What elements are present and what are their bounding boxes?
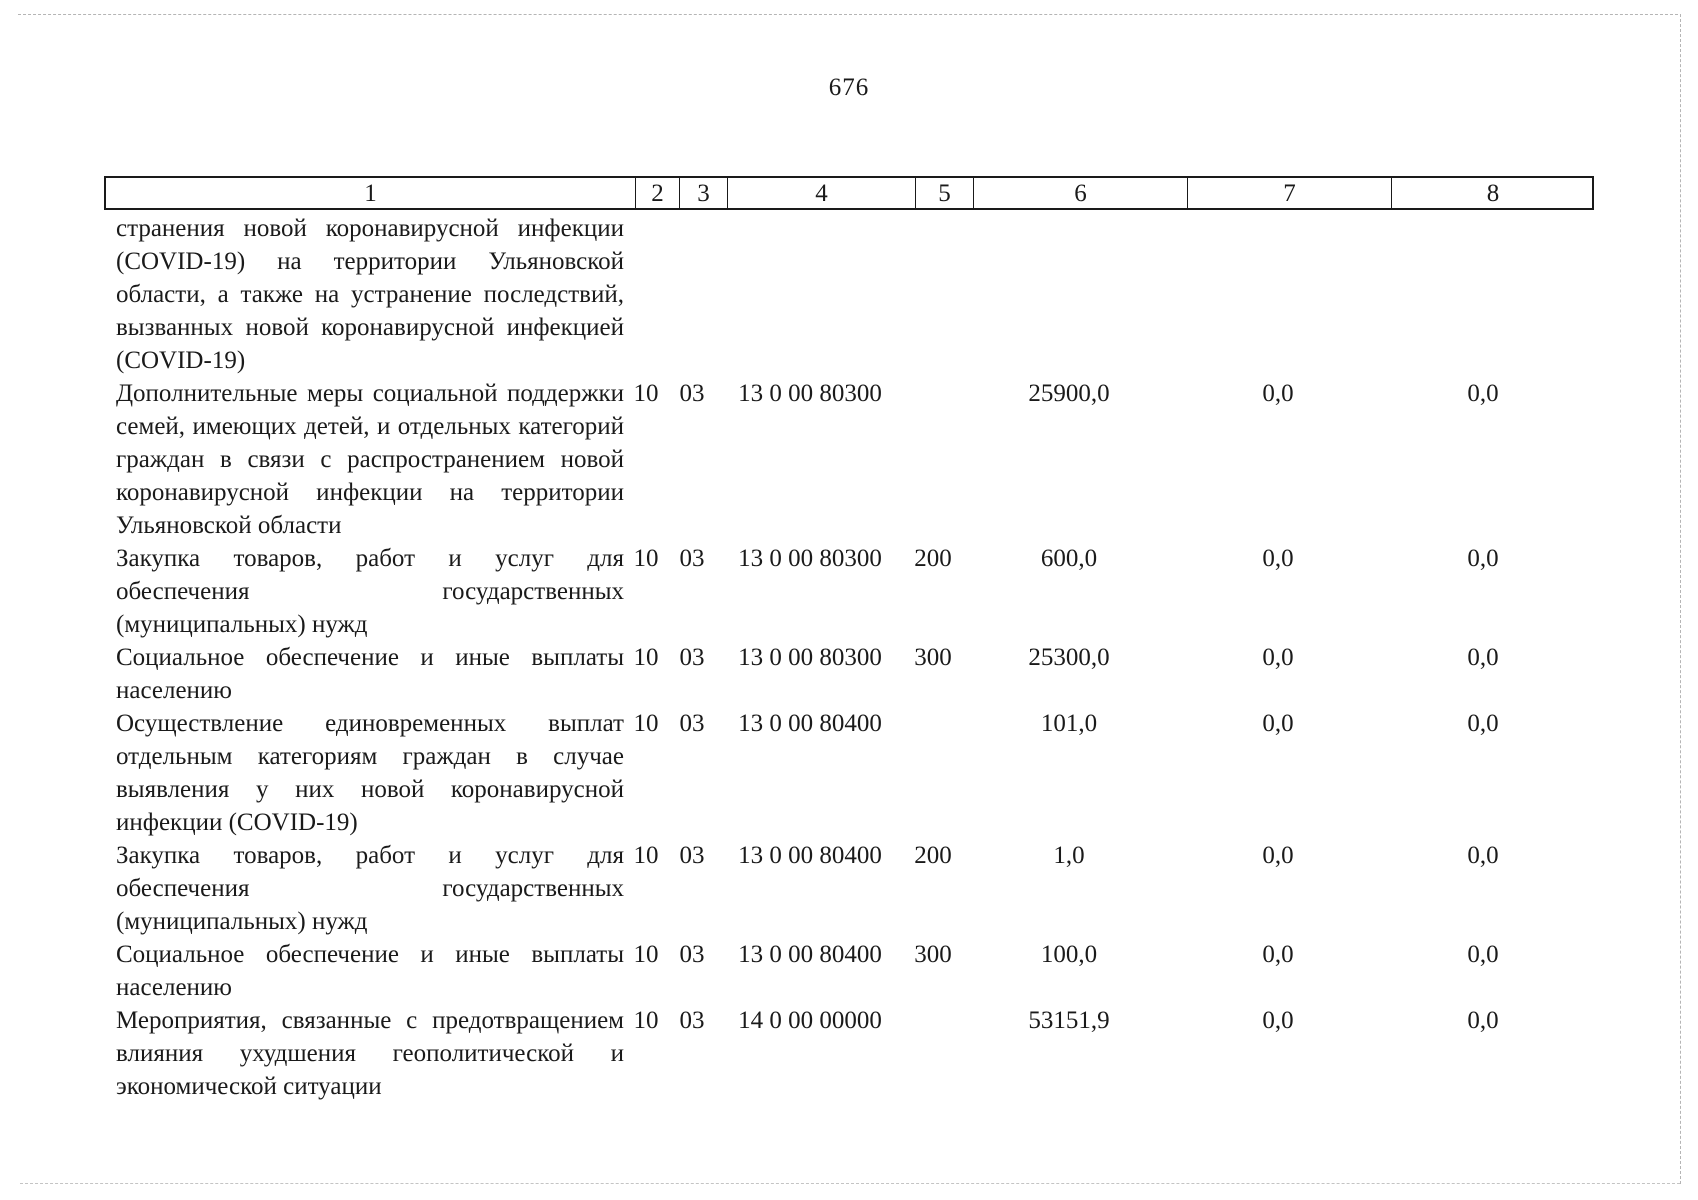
row-target-code: 13 0 00 80400 (738, 710, 882, 737)
page-border-bottom (20, 1183, 1680, 1184)
row-subsection: 03 (679, 644, 705, 671)
row-subsection: 03 (679, 710, 705, 737)
table-row (104, 1004, 1598, 1103)
row-expense-type: 300 (914, 644, 952, 671)
row-amount-1: 25900,0 (1028, 380, 1110, 407)
row-name: Социальное обеспечение и иные выплаты населению (116, 941, 624, 1001)
page-border-right (1680, 14, 1681, 1184)
row-subsection: 03 (679, 380, 705, 407)
row-expense-type: 200 (914, 842, 952, 869)
row-amount-1: 1,0 (1053, 842, 1085, 869)
row-section: 10 (633, 842, 659, 869)
table-row (104, 212, 1598, 377)
row-subsection: 03 (679, 842, 705, 869)
table-header (104, 176, 1594, 210)
table-row (104, 542, 1598, 641)
row-subsection: 03 (679, 1007, 705, 1034)
table-row (104, 641, 1598, 707)
row-amount-3: 0,0 (1467, 710, 1499, 737)
table-row (104, 377, 1598, 542)
row-section: 10 (633, 644, 659, 671)
row-amount-3: 0,0 (1467, 644, 1499, 671)
row-subsection: 03 (679, 941, 705, 968)
row-amount-1: 25300,0 (1028, 644, 1110, 671)
row-target-code: 13 0 00 80400 (738, 842, 882, 869)
row-amount-1: 600,0 (1040, 545, 1098, 572)
row-name: Закупка товаров, работ и услуг для обеспечения государственных (муниципальных) нужд (116, 842, 624, 935)
row-amount-2: 0,0 (1262, 545, 1294, 572)
row-name: Осуществление единовременных выплат отдельным категориям граждан в случае выявления у них новой коронавирусной инфекции (COVID-19) (116, 710, 624, 836)
header-col-7: 7 (1188, 178, 1392, 208)
row-amount-2: 0,0 (1262, 1007, 1294, 1034)
row-target-code: 13 0 00 80300 (738, 644, 882, 671)
row-name: странения новой коронавирусной инфекции (COVID-19) на территории Ульяновской области, а также на устранение последствий, вызванных новой коронавирусной инфекцией (COVID-19) (116, 215, 624, 374)
row-amount-2: 0,0 (1262, 941, 1294, 968)
row-amount-3: 0,0 (1467, 941, 1499, 968)
header-col-4: 4 (728, 178, 916, 208)
header-col-8: 8 (1486, 180, 1500, 207)
row-amount-1: 100,0 (1040, 941, 1098, 968)
row-amount-3: 0,0 (1467, 545, 1499, 572)
row-amount-1: 53151,9 (1028, 1007, 1110, 1034)
row-target-code: 14 0 00 00000 (738, 1007, 882, 1034)
row-amount-2: 0,0 (1262, 644, 1294, 671)
header-col-6: 6 (974, 178, 1188, 208)
page-border-top (18, 14, 1678, 15)
row-amount-2: 0,0 (1262, 842, 1294, 869)
header-col-1: 1 (106, 178, 636, 208)
row-amount-3: 0,0 (1467, 1007, 1499, 1034)
table-row (104, 707, 1598, 839)
row-target-code: 13 0 00 80300 (738, 545, 882, 572)
row-name: Социальное обеспечение и иные выплаты населению (116, 644, 624, 704)
row-amount-3: 0,0 (1467, 380, 1499, 407)
row-expense-type: 200 (914, 545, 952, 572)
row-section: 10 (633, 1007, 659, 1034)
table-row (104, 839, 1598, 938)
table-body (104, 212, 1598, 1103)
table-row (104, 938, 1598, 1004)
row-subsection: 03 (679, 545, 705, 572)
row-section: 10 (633, 710, 659, 737)
header-col-2: 2 (636, 178, 680, 208)
row-name: Мероприятия, связанные с предотвращением влияния ухудшения геополитической и экономической ситуации (116, 1007, 624, 1100)
row-target-code: 13 0 00 80400 (738, 941, 882, 968)
row-section: 10 (633, 380, 659, 407)
row-amount-2: 0,0 (1262, 710, 1294, 737)
header-col-5: 5 (916, 178, 974, 208)
row-name: Закупка товаров, работ и услуг для обеспечения государственных (муниципальных) нужд (116, 545, 624, 638)
row-expense-type: 300 (914, 941, 952, 968)
row-section: 10 (633, 941, 659, 968)
page-number: 676 (828, 74, 870, 101)
row-amount-2: 0,0 (1262, 380, 1294, 407)
header-col-3: 3 (680, 178, 728, 208)
row-name: Дополнительные меры социальной поддержки семей, имеющих детей, и отдельных категорий граждан в связи с распространением новой коронавирусной инфекции на территории Ульяновской области (116, 380, 624, 539)
row-amount-1: 101,0 (1040, 710, 1098, 737)
row-amount-3: 0,0 (1467, 842, 1499, 869)
row-section: 10 (633, 545, 659, 572)
row-target-code: 13 0 00 80300 (738, 380, 882, 407)
